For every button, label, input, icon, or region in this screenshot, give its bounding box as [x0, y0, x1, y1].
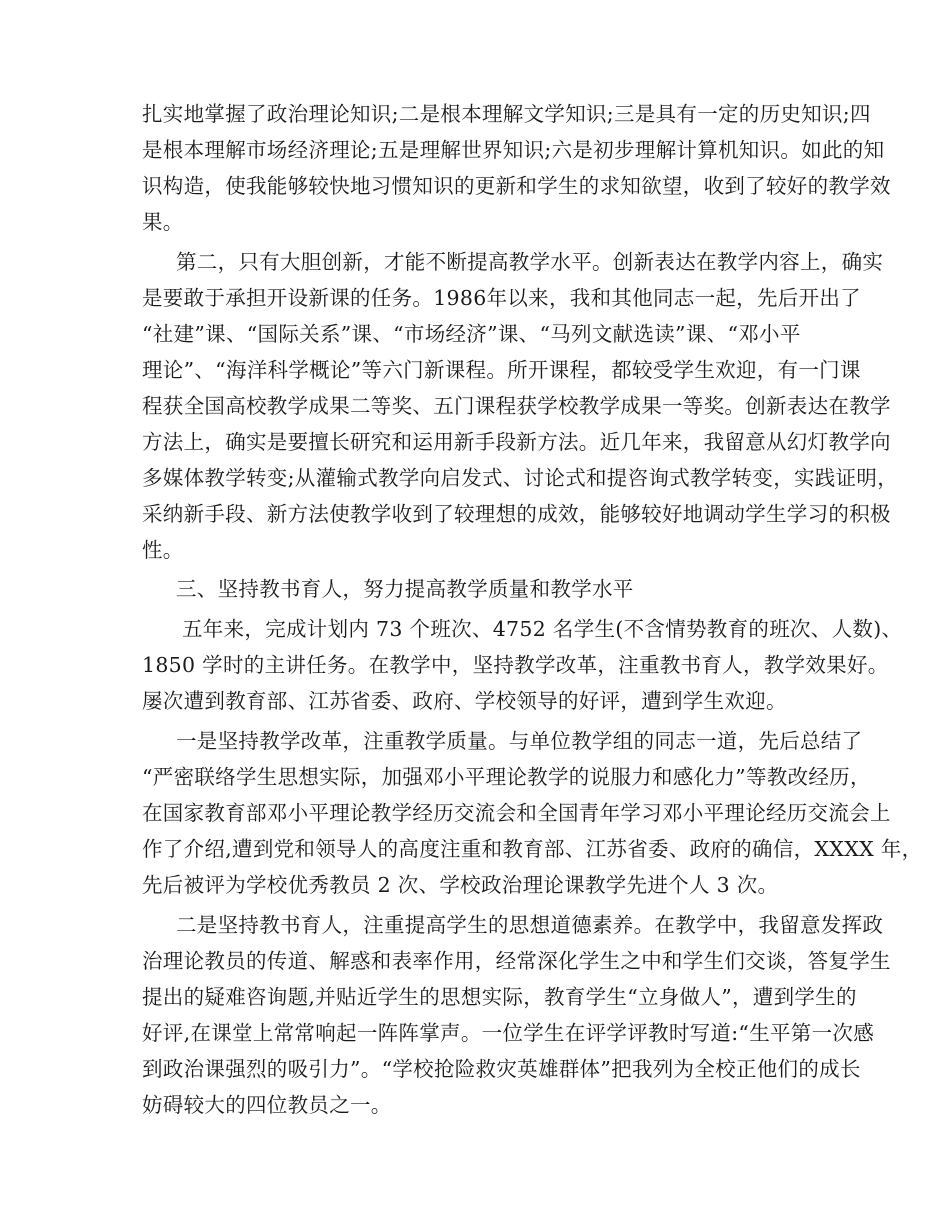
text-line: 作了介绍,遭到党和领导人的高度注重和教育部、江苏省委、政府的确信，XXXX 年， — [142, 837, 923, 861]
text-line: 提出的疑难咨询题,并贴近学生的思想实际，教育学生“立身做人”，遭到学生的 — [142, 985, 857, 1009]
text-line: 识构造，使我能够较快地习惯知识的更新和学生的求知欲望，收到了较好的教学效 — [142, 174, 891, 198]
text-line: 多媒体教学转变;从灌输式教学向启发式、讨论式和提咨询式教学转变，实践证明， — [142, 466, 899, 490]
text-line: “严密联络学生思想实际，加强邓小平理论教学的说服力和感化力”等教改经历， — [142, 765, 871, 789]
text-line: 到政治课强烈的吸引力”。“学校抢险救灾英雄群体”把我列为全校正他们的成长 — [142, 1057, 861, 1081]
text-line: “社建”课、“国际关系”课、“市场经济”课、“马列文献选读”课、“邓小平 — [142, 322, 801, 346]
text-line: 方法上，确实是要擅长研究和运用新手段新方法。近几年来，我留意从幻灯教学向 — [142, 430, 891, 454]
text-line: 在国家教育部邓小平理论教学经历交流会和全国青年学习邓小平理论经历交流会上 — [142, 801, 891, 825]
text-line: 性。 — [142, 538, 184, 562]
text-line: 1850 学时的主讲任务。在教学中，坚持教学改革，注重教书育人，教学效果好。 — [142, 653, 889, 677]
text-line: 妨碍较大的四位教员之一。 — [142, 1093, 392, 1117]
text-line: 治理论教员的传道、解惑和表率作用，经常深化学生之中和学生们交谈，答复学生 — [142, 949, 891, 973]
text-line: 理论”、“海洋科学概论”等六门新课程。所开课程，都较受学生欢迎，有一门课 — [142, 358, 861, 382]
text-line: 屡次遭到教育部、江苏省委、政府、学校领导的好评，遭到学生欢迎。 — [142, 689, 787, 713]
text-line: 是根本理解市场经济理论;五是理解世界知识;六是初步理解计算机知识。如此的知 — [142, 138, 885, 162]
text-line: 一是坚持教学改革，注重教学质量。与单位教学组的同志一道，先后总结了 — [176, 729, 863, 753]
text-line: 三、坚持教书育人，努力提高教学质量和教学水平 — [176, 577, 634, 601]
text-line: 五年来，完成计划内 73 个班次、4752 名学生(不含情势教育的班次、人数)、 — [182, 617, 903, 641]
text-line: 先后被评为学校优秀教员 2 次、学校政治理论课教学先进个人 3 次。 — [142, 873, 779, 897]
text-line: 好评,在课堂上常常响起一阵阵掌声。一位学生在评学评教时写道:“生平第一次感 — [142, 1021, 875, 1045]
text-line: 第二，只有大胆创新，才能不断提高教学水平。创新表达在教学内容上，确实 — [176, 250, 884, 274]
text-line: 二是坚持教书育人，注重提高学生的思想道德素养。在教学中，我留意发挥政 — [176, 913, 884, 937]
text-line: 是要敢于承担开设新课的任务。1986年以来，我和其他同志一起，先后开出了 — [142, 286, 861, 310]
text-line: 果。 — [142, 210, 184, 234]
text-line: 程获全国高校教学成果二等奖、五门课程获学校教学成果一等奖。创新表达在教学 — [142, 394, 891, 418]
text-line: 扎实地掌握了政治理论知识;二是根本理解文学知识;三是具有一定的历史知识;四 — [142, 102, 871, 126]
text-line: 采纳新手段、新方法使教学收到了较理想的成效，能够较好地调动学生学习的积极 — [142, 502, 891, 526]
